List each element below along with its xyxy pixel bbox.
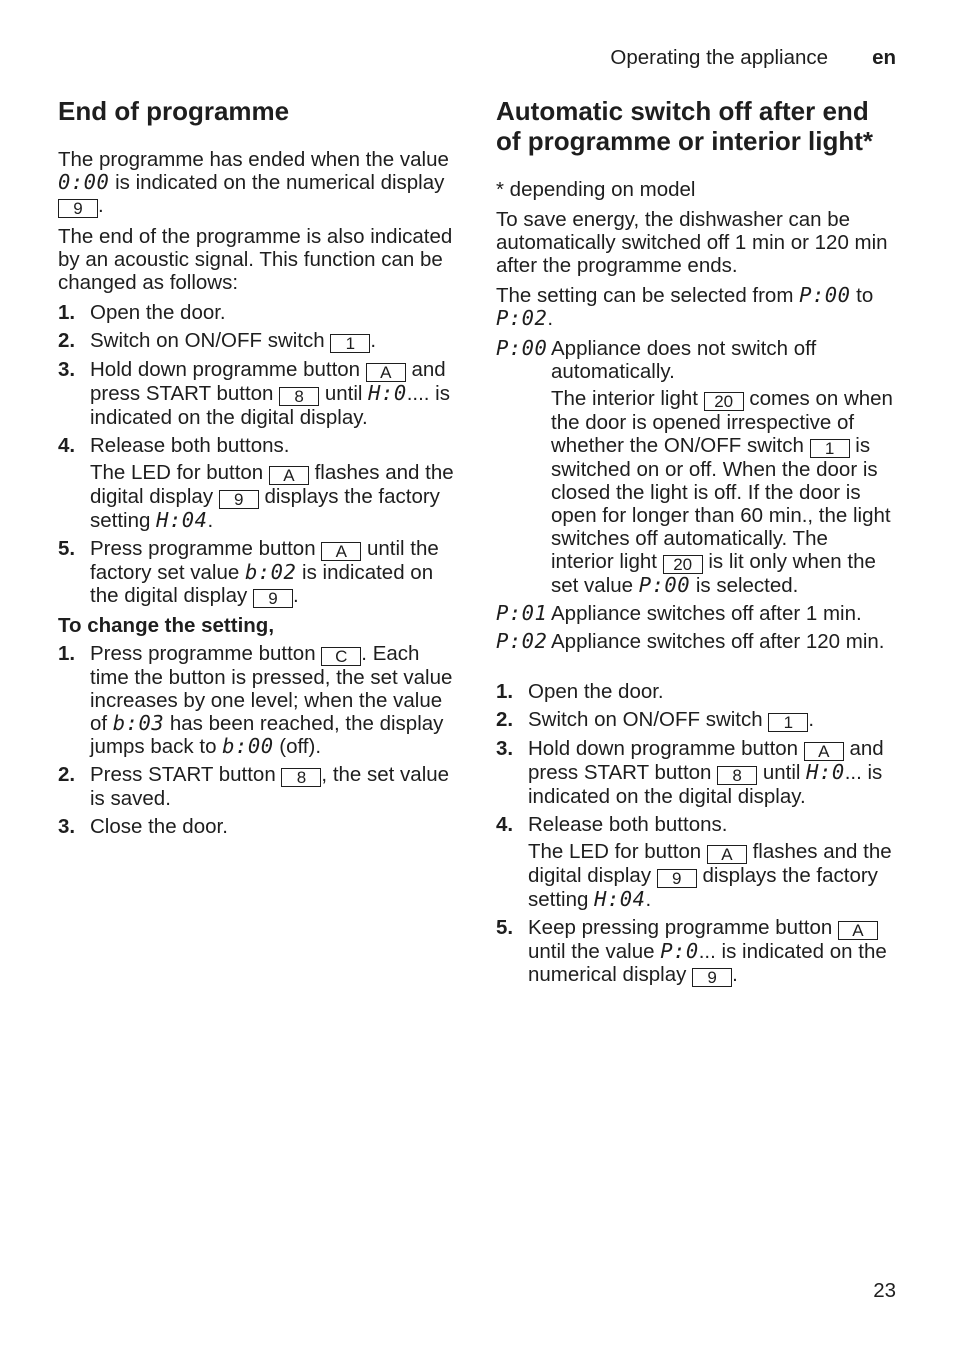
- text: The LED for button: [528, 840, 707, 863]
- step-number: 4.: [496, 813, 514, 836]
- change-steps-list: [58, 642, 456, 838]
- display-code: P:00: [638, 573, 691, 597]
- step-2: [496, 708, 896, 732]
- text: Keep pressing programme button: [528, 916, 838, 939]
- display-ref-box: 9: [253, 589, 293, 608]
- text: .: [645, 888, 652, 911]
- text: and press START button: [528, 737, 884, 784]
- display-code: H:0: [368, 381, 407, 405]
- display-code: H:04: [156, 508, 208, 532]
- text: until the factory set value: [90, 537, 439, 584]
- text: Switch on ON/OFF switch: [528, 708, 769, 731]
- step-number: 3.: [496, 737, 514, 760]
- change-step-3: [58, 815, 456, 838]
- setting-range-paragraph: [496, 284, 896, 330]
- light-ref-box: 20: [663, 555, 703, 574]
- display-code: b:02: [244, 560, 297, 584]
- step-text: Release both buttons.: [90, 434, 290, 457]
- text: is lit only when the set value: [551, 550, 876, 597]
- text: is switched on or off. When the door is closed the light is off. If the door is open for longer than 60 min., the light switches off automatically. The interior light: [551, 434, 891, 573]
- display-code: P:00: [799, 283, 851, 307]
- text: until: [757, 761, 807, 784]
- text: Press START button: [90, 763, 282, 786]
- end-of-programme-heading: End of programme: [58, 96, 290, 126]
- text: Hold down programme button: [528, 737, 804, 760]
- text: Switch on ON/OFF switch: [90, 329, 331, 352]
- text: until: [319, 382, 369, 405]
- text: . Each time the button is pressed, the set value increases by one level; when the value of: [90, 642, 453, 735]
- step-text: Release both buttons.: [528, 813, 728, 836]
- switch-ref-box: 1: [768, 713, 808, 732]
- acoustic-signal-paragraph: The end of the programme is also indicated by an acoustic signal. This function can be changed as follows:: [58, 225, 453, 294]
- text: .: [98, 194, 104, 217]
- step-4-detail: [528, 840, 896, 911]
- step-number: 3.: [58, 815, 76, 838]
- button-ref-box: 8: [281, 768, 321, 787]
- switch-ref-box: 1: [330, 334, 370, 353]
- text: is indicated on the digital display: [90, 561, 434, 607]
- button-ref-box: A: [804, 742, 844, 761]
- text: flashes and the digital display: [528, 840, 892, 887]
- step-5: [58, 537, 456, 608]
- section-title: Operating the appliance: [610, 46, 829, 69]
- step-4: [496, 813, 896, 911]
- step-number: 1.: [496, 680, 514, 703]
- button-ref-box: A: [707, 845, 747, 864]
- text: is selected.: [690, 574, 799, 597]
- text: The LED for button: [90, 461, 269, 484]
- text: displays the factory setting: [90, 485, 440, 532]
- light-ref-box: 20: [704, 392, 744, 411]
- button-ref-box: 8: [279, 387, 319, 406]
- text: comes on when the door is opened irrespective of whether the ON/OFF switch: [551, 387, 893, 457]
- energy-paragraph: To save energy, the dishwasher can be automatically switched off 1 min or 120 min after the programme ends.: [496, 208, 888, 277]
- text: .: [547, 307, 554, 330]
- text: until the value: [528, 940, 661, 963]
- text: The interior light: [551, 387, 704, 410]
- change-step-2: [58, 763, 456, 810]
- text: .: [292, 584, 299, 607]
- display-ref-box: 9: [58, 199, 98, 218]
- text: , the set value is saved.: [90, 763, 450, 810]
- step-number: 3.: [58, 358, 76, 381]
- display-code: H:0: [806, 760, 845, 784]
- text: .... is indicated on the digital display.: [90, 382, 450, 429]
- step-number: 1.: [58, 642, 76, 665]
- left-column: [58, 96, 456, 843]
- text: ... is indicated on the digital display.: [528, 761, 883, 808]
- step-1: [58, 301, 456, 324]
- interior-light-description: [551, 387, 896, 597]
- display-code: H:04: [594, 887, 646, 911]
- step-number: 1.: [58, 301, 76, 324]
- step-1: [496, 680, 896, 703]
- model-note: * depending on model: [496, 178, 696, 201]
- display-ref-box: 9: [219, 490, 259, 509]
- text: .: [370, 329, 377, 352]
- button-ref-box: A: [366, 363, 406, 382]
- display-code: b:03: [112, 711, 165, 735]
- language-code: en: [872, 46, 896, 69]
- text: Press programme button: [90, 642, 322, 665]
- step-number: 5.: [496, 916, 514, 939]
- text: .: [808, 708, 815, 731]
- button-ref-box: C: [321, 647, 361, 666]
- text: The setting can be selected from: [496, 284, 800, 307]
- step-text: Open the door.: [528, 680, 664, 703]
- step-number: 2.: [58, 329, 76, 352]
- text: Hold down programme button: [90, 358, 366, 381]
- display-ref-box: 9: [657, 869, 697, 888]
- text: has been reached, the display jumps back to: [90, 712, 444, 758]
- text: to: [850, 284, 874, 307]
- setting-description: Appliance does not switch off automatically.: [551, 337, 817, 383]
- text: ... is indicated on the numerical display: [528, 940, 887, 986]
- text: The programme has ended when the value: [58, 148, 449, 171]
- step-text: Close the door.: [90, 815, 228, 838]
- intro-paragraph: [58, 148, 456, 218]
- right-column: [496, 96, 896, 992]
- text: displays the factory setting: [528, 864, 878, 911]
- text: is indicated on the numerical display: [109, 171, 445, 194]
- setting-p01: [496, 602, 896, 625]
- text: Press programme button: [90, 537, 322, 560]
- step-2: [58, 329, 456, 353]
- step-3: [496, 737, 896, 808]
- display-code: b:00: [222, 734, 274, 758]
- right-steps-list: [496, 680, 896, 987]
- display-ref-box: 9: [692, 968, 732, 987]
- display-code: 0:00: [58, 170, 110, 194]
- steps-list: [58, 301, 456, 608]
- setting-description: Appliance switches off after 1 min.: [551, 602, 862, 625]
- step-number: 5.: [58, 537, 76, 560]
- button-ref-box: A: [321, 542, 361, 561]
- text: .: [732, 963, 738, 986]
- text: flashes and the digital display: [90, 461, 454, 508]
- button-ref-box: A: [269, 466, 309, 485]
- step-3: [58, 358, 456, 429]
- switch-ref-box: 1: [810, 439, 850, 458]
- display-code: P:0: [660, 939, 699, 963]
- step-number: 2.: [58, 763, 76, 786]
- step-number: 4.: [58, 434, 76, 457]
- page-header: [610, 46, 896, 69]
- setting-code: P:00: [496, 336, 548, 360]
- button-ref-box: A: [838, 921, 878, 940]
- display-code: P:02: [496, 306, 548, 330]
- setting-p00: [496, 337, 896, 597]
- setting-description: Appliance switches off after 120 min.: [551, 630, 885, 653]
- step-4-detail: [90, 461, 456, 532]
- text: and press START button: [90, 358, 446, 405]
- setting-code: P:02: [496, 629, 548, 653]
- step-5: [496, 916, 896, 987]
- text: (off).: [273, 735, 322, 758]
- button-ref-box: 8: [717, 766, 757, 785]
- step-4: [58, 434, 456, 532]
- auto-switch-off-heading: Automatic switch off after end of programme or interior light*: [496, 96, 874, 156]
- page-number: 23: [873, 1279, 896, 1302]
- text: .: [207, 509, 214, 532]
- change-setting-heading: To change the setting,: [58, 614, 275, 637]
- change-step-1: [58, 642, 456, 758]
- setting-code: P:01: [496, 601, 548, 625]
- step-number: 2.: [496, 708, 514, 731]
- setting-p02: [496, 630, 896, 653]
- step-text: Open the door.: [90, 301, 226, 324]
